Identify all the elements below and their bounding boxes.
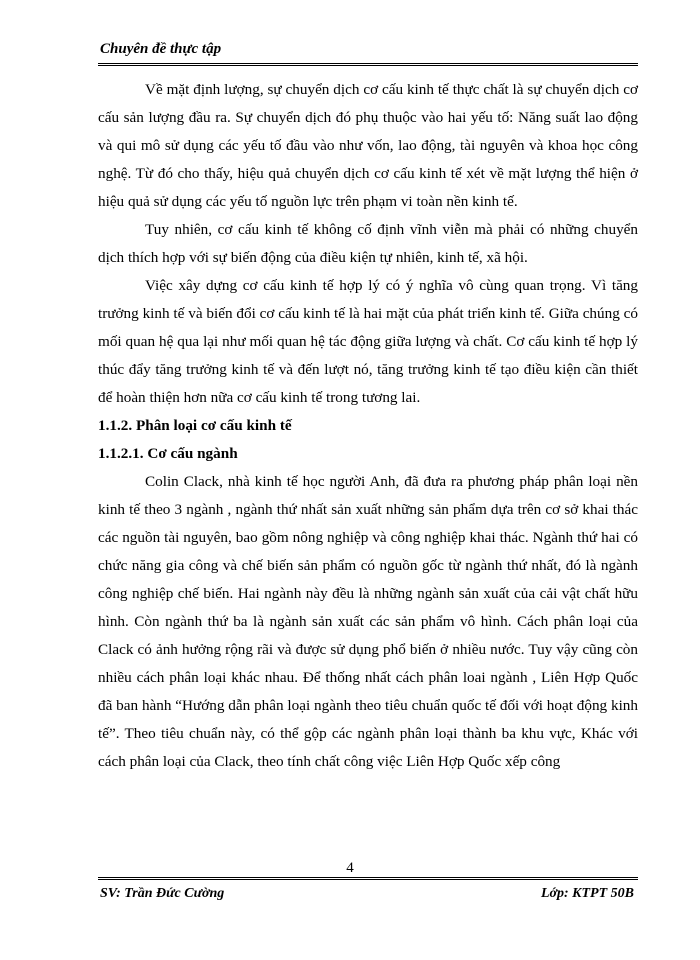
footer-class: Lớp: KTPT 50B: [540, 886, 634, 901]
page-number: 4: [346, 860, 354, 876]
footer-author: SV: Trần Đức Cường: [100, 886, 225, 901]
paragraph-importance: Việc xây dựng cơ cấu kinh tế hợp lý có ý nghĩa vô cùng quan trọng. Vì tăng trưởng kinh tế và biến đổi cơ cấu kinh tế là hai mặt của phát triển kinh tế. Giữa chúng có mối quan hệ qua lại như mối quan hệ tác động giữa lượng và chất. Cơ cấu kinh tế hợp lý thúc đẩy tăng trưởng kinh tế và đến lượt nó, tăng trưởng kinh tế tạo điều kiện cần thiết để hoàn thiện hơn nữa cơ cấu kinh tế trong tương lai.: [98, 277, 638, 406]
page-header: [98, 37, 638, 66]
paragraph-however: Tuy nhiên, cơ cấu kinh tế không cố định vĩnh viễn mà phải có những chuyển dịch thích hợp với sự biến động của điều kiện tự nhiên, kinh tế, xã hội.: [98, 221, 638, 266]
header-title: Chuyên đề thực tập: [100, 41, 222, 57]
paragraph-quantitative: Về mặt định lượng, sự chuyển dịch cơ cấu kinh tế thực chất là sự chuyển dịch cơ cấu sản lượng đầu ra. Sự chuyển dịch đó phụ thuộc vào hai yếu tố: Năng suất lao động và qui mô sử dụng các yếu tố đầu vào như vốn, lao động, tài nguyên và khoa học công nghệ. Từ đó cho thấy, hiệu quả chuyển dịch cơ cấu kinh tế xét về mặt lượng thể hiện ở hiệu quả sử dụng các yếu tố nguồn lực trên phạm vi toàn nền kinh tế.: [98, 81, 638, 210]
page-footer: [98, 877, 638, 910]
section-heading: 1.1.2. Phân loại cơ cấu kinh tế: [98, 417, 292, 434]
subsection-heading: 1.1.2.1. Cơ cấu ngành: [98, 445, 238, 462]
paragraph-clack: Colin Clack, nhà kinh tế học người Anh, đã đưa ra phương pháp phân loại nền kinh tế theo 3 ngành , ngành thứ nhất sản xuất những sản phẩm dựa trên cơ sở khai thác các nguồn tài nguyên, bao gồm nông nghiệp và công nghiệp khai thác. Ngành thứ hai có chức năng gia công và chế biến sản phẩm có nguồn gốc từ ngành thứ nhất, đó là ngành công nghiệp chế biến. Hai ngành này đều là những ngành sản xuất của cải vật chất hữu hình. Còn ngành thứ ba là ngành sản xuất các sản phẩm vô hình. Cách phân loại của Clack có ảnh hưởng rộng rãi và được sử dụng phổ biến ở nhiều nước. Tuy vậy cũng còn nhiều cách phân loại khác nhau. Để thống nhất cách phân loai ngành , Liên Hợp Quốc đã ban hành “Hướng dẫn phân loại ngành theo tiêu chuẩn quốc tế đối với hoạt động kinh tế”. Theo tiêu chuẩn này, có thể gộp các ngành phân loại thành ba khu vực, Khác với cách phân loại của Clack, theo tính chất công việc Liên Hợp Quốc xếp công: [98, 473, 638, 770]
document-body: [98, 76, 638, 776]
